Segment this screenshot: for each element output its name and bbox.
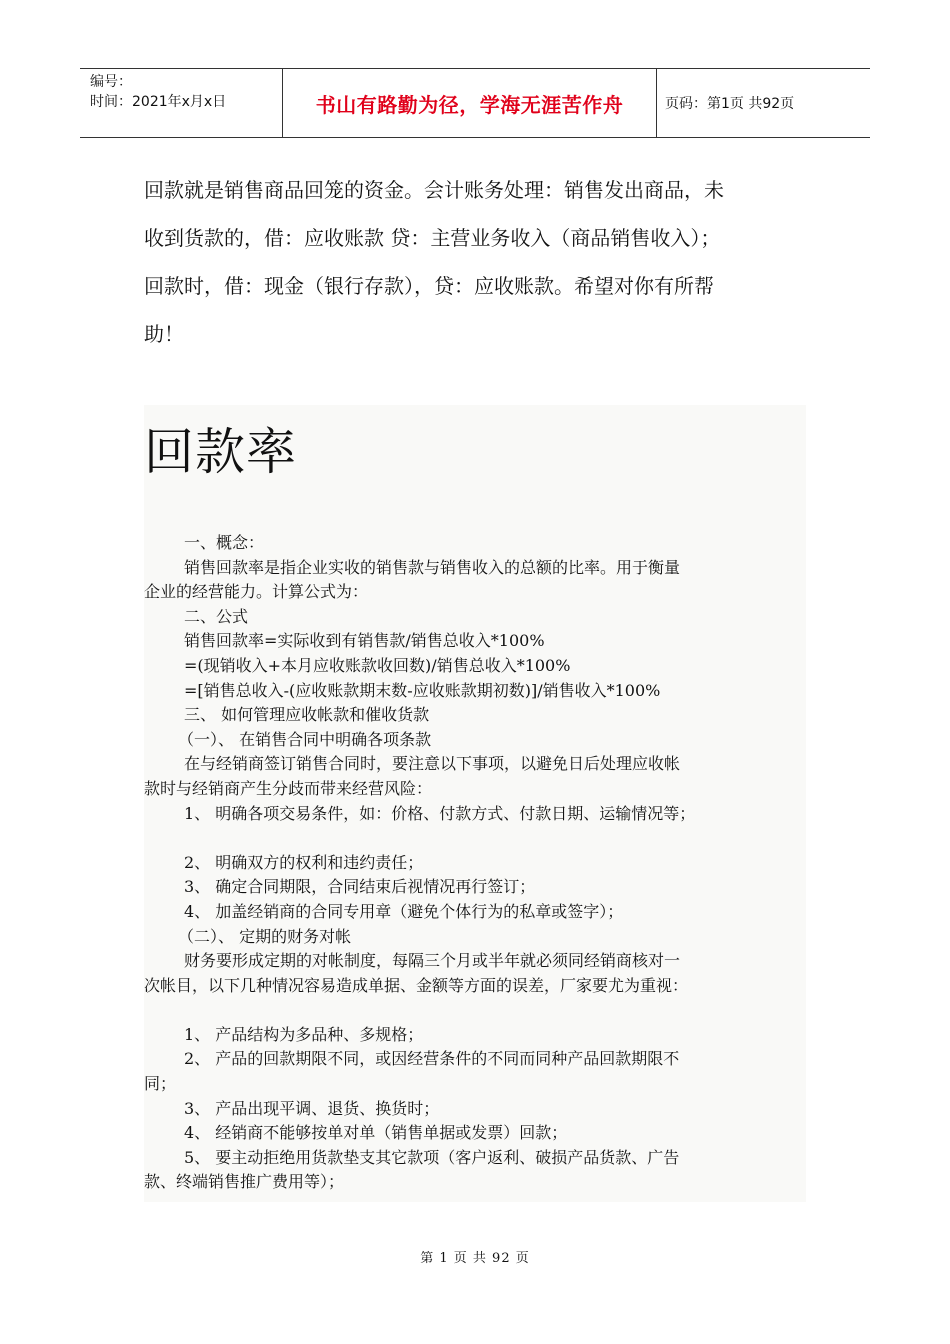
body-line: （一）、 在销售合同中明确各项条款 [178,729,432,749]
intro-line: 回款时，借：现金（银行存款），贷：应收账款。希望对你有所帮 [144,274,714,298]
body-line: 一、概念： [184,533,265,552]
header-motto: 书山有路勤为径，学海无涯苦作舟 [283,69,657,137]
body-line: 款时与经销商产生分歧而带来经营风险： [144,778,433,798]
body-line: 同； [144,1074,177,1094]
body-line: 销售回款率=实际收到有销售款/销售总收入*100% [184,631,545,651]
body-line: 在与经销商签订销售合同时，要注意以下事项，以避免日后处理应收帐 [184,754,681,774]
intro-line: 收到货款的，借：应收账款 贷：主营业务收入（商品销售收入）； [144,226,721,250]
header-meta [80,69,283,137]
body-line: 4、 经销商不能够按单对单（销售单据或发票）回款； [184,1123,568,1143]
blank-line [144,826,806,851]
code-label: 编号： [90,74,132,90]
body-line: 二、公式 [184,606,249,626]
intro-line: 回款就是销售商品回笼的资金。会计账务处理：销售发出商品，未 [144,178,724,202]
body-line: 4、 加盖经销商的合同专用章（避免个体行为的私章或签字）； [184,901,624,921]
section-title: 回款率 [144,423,297,481]
article-section [144,405,806,1202]
header-page-info: 页码：第1页 共92页 [665,96,795,112]
body-line: =(现销收入+本月应收账款收回数)/销售总收入*100% [184,655,571,675]
body-line: 款、终端销售推广费用等）； [144,1172,345,1192]
body-line: 次帐目，以下几种情况容易造成单据、金额等方面的误差，厂家要尤为重视： [144,975,689,995]
body-line: 财务要形成定期的对帐制度，每隔三个月或半年就必须同经销商核对一 [184,951,681,971]
body-line: 2、 明确双方的权利和违约责任； [184,852,424,872]
body-line: （二）、 定期的财务对帐 [178,926,352,946]
page-header [80,68,870,138]
body-line: 2、 产品的回款期限不同，或因经营条件的不同而同种产品回款期限不 [184,1049,680,1069]
intro-paragraph [144,166,814,358]
body-line: =[销售总收入-(应收账款期末数-应收账款期初数)]/销售收入*100% [184,680,661,700]
body-line: 1、 产品结构为多品种、多规格； [184,1024,424,1044]
body-line: 5、 要主动拒绝用货款垫支其它款项（客户返利、破损产品货款、广告 [184,1147,680,1167]
body-line: 3、 确定合同期限，合同结束后视情况再行签订； [184,877,536,897]
body-line: 企业的经营能力。计算公式为： [144,582,369,602]
body-line: 1、 明确各项交易条件，如：价格、付款方式、付款日期、运输情况等； [184,803,696,823]
blank-line [144,998,806,1023]
body-line: 三、 如何管理应收帐款和催收货款 [184,705,430,725]
time-label: 时间：2021年x月x日 [90,94,227,110]
body-line: 3、 产品出现平调、退货、换货时； [184,1098,440,1118]
intro-line: 助！ [144,322,184,346]
section-body [144,531,806,1195]
page-footer: 第 1 页 共 92 页 [420,1251,530,1266]
body-line: 销售回款率是指企业实收的销售款与销售收入的总额的比率。用于衡量 [184,557,681,577]
